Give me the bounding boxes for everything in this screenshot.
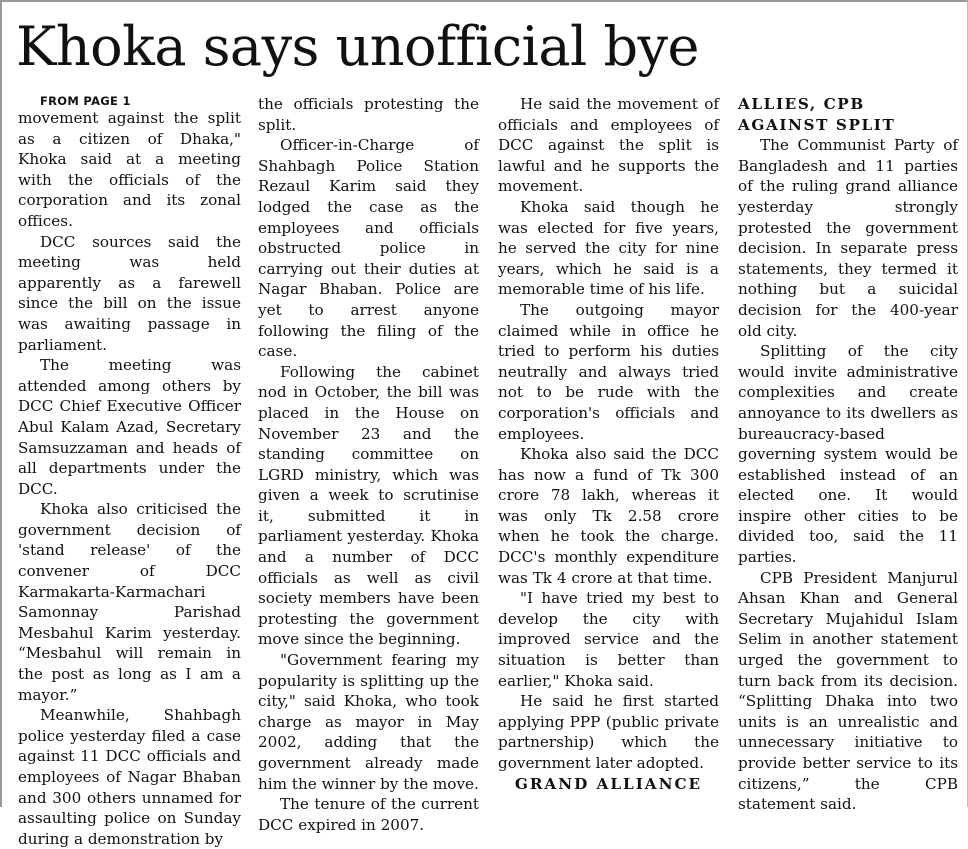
headline: Khoka says unofficial bye — [16, 15, 699, 78]
paragraph: the officials protesting the split. — [258, 95, 479, 134]
paragraph: The meeting was attended among others by DCC Chief Executive Officer Abul Kalam Azad, Secretary Samsuzzaman and heads of all departments under the DCC. — [18, 356, 241, 498]
paragraph: "Government fearing my popularity is splitting up the city," said Khoka, who took charge as mayor in May 2002, adding that the government already made him the winner by the move. — [258, 651, 479, 793]
paragraph: Following the cabinet nod in October, the bill was placed in the House on November 23 and the standing committee on LGRD ministry, which was given a week to scrutinise it, submitted it in parliament yesterday. Khoka and a number of DCC officials as well as civil society members have been protesting the government move since the beginning. — [258, 362, 479, 649]
paragraph: movement against the split as a citizen of Dhaka," Khoka said at a meeting with the officials of the corporation and its zonal offices. — [18, 109, 241, 230]
subheading-grand-alliance: GRAND ALLIANCE — [514, 774, 703, 793]
paragraph: "I have tried my best to develop the city with improved service and the situation is better than earlier," Khoka said. — [498, 589, 719, 690]
paragraph: The tenure of the current DCC expired in 2007. — [258, 795, 479, 834]
paragraph: DCC sources said the meeting was held apparently as a farewell since the bill on the issue was awaiting passage in parliament. — [18, 232, 241, 354]
paragraph: The outgoing mayor claimed while in office he tried to perform his duties neutrally and always tried not to be rude with the corporation's officials and employees. — [498, 300, 719, 443]
paragraph: Officer-in-Charge of Shahbagh Police Station Rezaul Karim said they lodged the case as the employees and officials obstructed police in carrying out their duties at Nagar Bhaban. Police are yet to arrest anyone following the filing of the case. — [258, 136, 479, 361]
article-column-2 — [258, 94, 479, 835]
kicker-from-page-1: FROM PAGE 1 — [40, 94, 131, 108]
paragraph: Splitting of the city would invite administrative complexities and create annoyance to its dwellers as bureaucracy-based governing system would be established instead of an elected one. It would inspire other cities to be divided too, said the 11 parties. — [738, 342, 958, 567]
paragraph: CPB President Manjurul Ahsan Khan and General Secretary Mujahidul Islam Selim in another statement urged the government to turn back from its decision. “Splitting Dhaka into two units is an unrealistic and unnecessary initiative to provide better service to its citizens,” the CPB statement said. — [738, 568, 958, 814]
article-column-1 — [18, 94, 241, 849]
paragraph: Khoka also criticised the government decision of 'stand release' of the convener of DCC Karmakarta-Karmachari Samonnay Parishad Mesbahul Karim yesterday. “Mesbahul will remain in the post as long as I am a mayor.” — [18, 500, 241, 704]
paragraph: The Communist Party of Bangladesh and 11 parties of the ruling grand alliance yesterday strongly protested the government decision. In separate press statements, they termed it nothing but a suicidal decision for the 400-year old city. — [738, 136, 958, 340]
article-column-3 — [498, 94, 719, 794]
paragraph: He said the movement of officials and employees of DCC against the split is lawful and he supports the movement. — [498, 95, 719, 196]
paragraph: Khoka also said the DCC has now a fund of Tk 300 crore 78 lakh, whereas it was only Tk 2.58 crore when he took the charge. DCC's monthly expenditure was Tk 4 crore at that time. — [498, 445, 719, 587]
subheading-allies-cpb: ALLIES, CPB AGAINST SPLIT — [738, 95, 896, 134]
paragraph: Khoka said though he was elected for five years, he served the city for nine years, which he said is a memorable time of his life. — [498, 197, 719, 299]
paragraph: He said he first started applying PPP (public private partnership) which the government later adopted. — [498, 692, 719, 772]
article-column-4 — [738, 94, 958, 815]
paragraph: Meanwhile, Shahbagh police yesterday filed a case against 11 DCC officials and employees of Nagar Bhaban and 300 others unnamed for assaulting police on Sunday during a demonstration by — [18, 706, 241, 848]
